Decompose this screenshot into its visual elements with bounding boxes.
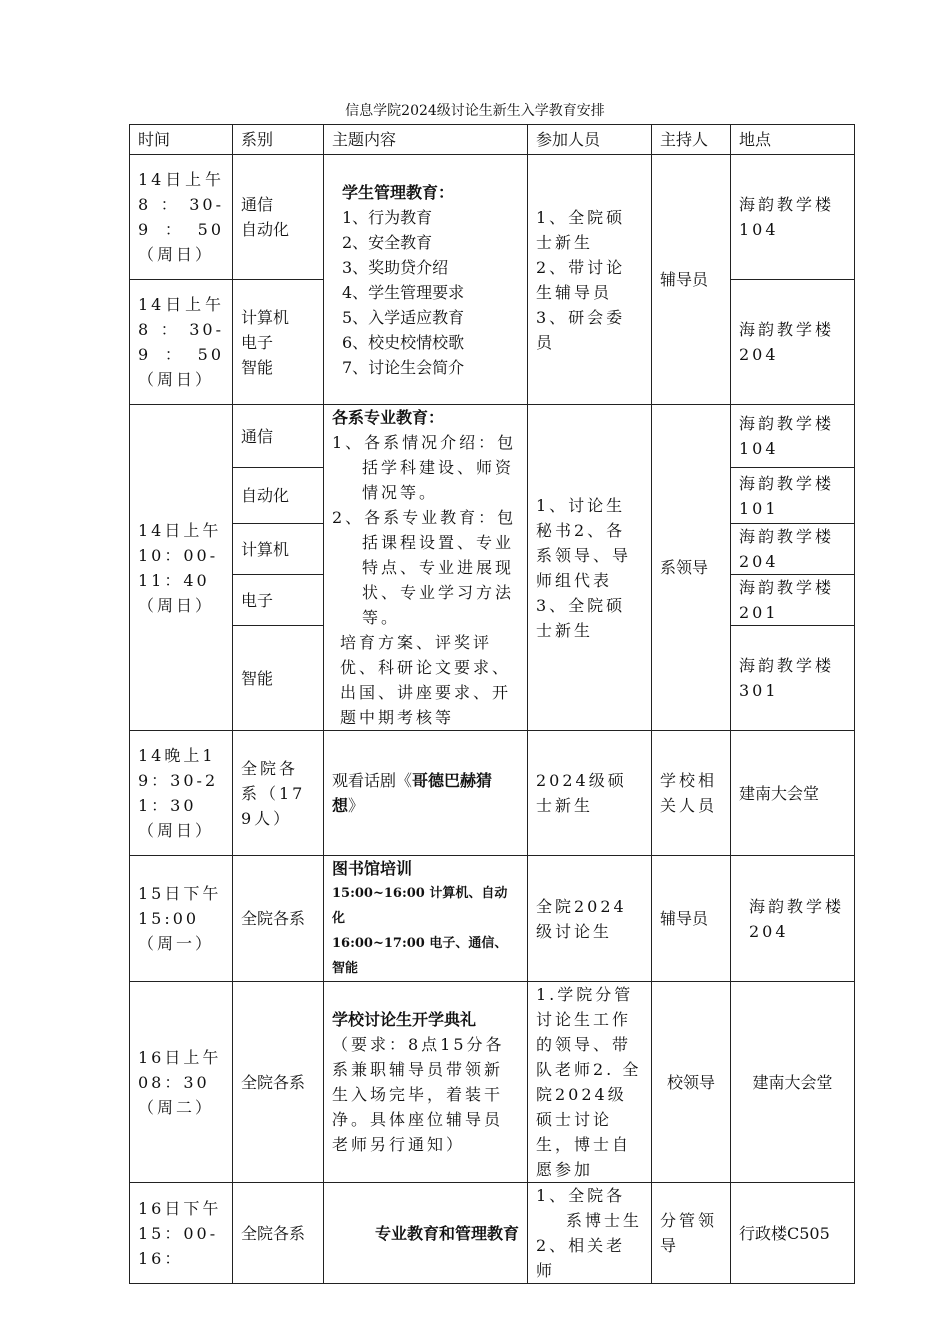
time-text: 16日下午15：00-16： — [138, 1198, 222, 1268]
location-cell: 海韵教学楼104 — [731, 155, 855, 280]
dept-cell: 通信 — [233, 405, 324, 468]
schedule-table — [129, 124, 855, 1284]
dept-cell: 智能 — [233, 626, 324, 731]
location-cell: 海韵教学楼301 — [731, 626, 855, 731]
header-row — [130, 125, 855, 155]
participant-line: 2、带讨论生辅导员 — [536, 257, 626, 302]
topic-item: 2、各系专业教育：包括课程设置、专业特点、专业进展现状、专业学习方法等。 — [332, 508, 517, 627]
host-cell: 辅导员 — [652, 155, 731, 405]
host-cell: 学校相关人员 — [652, 731, 731, 856]
location-cell: 建南大会堂 — [731, 731, 855, 856]
dept-cell — [233, 280, 324, 405]
header-location: 地点 — [731, 125, 855, 155]
participants-cell — [528, 155, 652, 405]
dept-line: 计算机 — [241, 307, 290, 327]
location-cell: 海韵教学楼104 — [731, 405, 855, 468]
topic-text: 》 — [348, 796, 365, 815]
participants-cell: 2024级硕士新生 — [528, 731, 652, 856]
time-text: 15日下午15:00（周一） — [138, 884, 222, 953]
location-cell: 行政楼C505 — [731, 1183, 855, 1284]
topic-title: 学生管理教育： — [342, 182, 455, 202]
header-dept: 系别 — [233, 125, 324, 155]
time-text: 16日上午08：30（周二） — [138, 1047, 222, 1117]
dept-cell — [233, 155, 324, 280]
host-cell: 系领导 — [652, 405, 731, 731]
participant-line: 1、讨论生秘书2、各系领导、导师组代表 — [536, 495, 632, 590]
dept-line: 通信 — [241, 195, 274, 214]
participants-cell: 全院2024级讨论生 — [528, 856, 652, 982]
dept-cell — [233, 731, 324, 856]
host-cell: 辅导员 — [652, 856, 731, 982]
time-text: 14日上午8：30-9：50（周日） — [138, 295, 224, 389]
location-cell: 海韵教学楼204 — [731, 524, 855, 575]
time-cell — [130, 280, 233, 405]
dept-text: 全院各系（179人） — [241, 758, 306, 828]
participant-line: 3、研会委员 — [536, 307, 626, 352]
header-time: 时间 — [130, 125, 233, 155]
topic-body: （要求：8点15分各系兼职辅导员带领新生入场完毕，着装干净。具体座位辅导员老师另行通知） — [332, 1035, 505, 1154]
topic-item: 7、讨论生会简介 — [342, 357, 465, 377]
topic-cell — [324, 155, 528, 405]
topic-item: 1、各系情况介绍：包括学科建设、师资情况等。 — [332, 433, 517, 502]
participant-line: 3、全院硕士新生 — [536, 595, 626, 640]
topic-item: 4、学生管理要求 — [342, 282, 465, 302]
location-cell: 海韵教学楼101 — [731, 468, 855, 524]
time-cell — [130, 982, 233, 1183]
topic-item: 5、入学适应教育 — [342, 307, 465, 327]
time-text: 14日上午10：00-11：40（周日） — [138, 520, 222, 615]
dept-line: 自动化 — [241, 220, 290, 239]
location-cell: 海韵教学楼204 — [731, 280, 855, 405]
time-cell — [130, 731, 233, 856]
location-cell — [731, 856, 855, 982]
topic-extra: 培育方案、评奖评优、科研论文要求、出国、讲座要求、开题中期考核等 — [340, 633, 512, 727]
header-topic: 主题内容 — [324, 125, 528, 155]
dept-cell: 电子 — [233, 575, 324, 626]
table-row — [130, 982, 855, 1183]
topic-cell — [324, 405, 528, 731]
table-row — [130, 155, 855, 280]
table-row — [130, 731, 855, 856]
location-text: 海韵教学楼204 — [749, 896, 845, 941]
time-cell — [130, 155, 233, 280]
dept-cell: 自动化 — [233, 468, 324, 524]
table-row — [130, 856, 855, 982]
topic-title: 各系专业教育： — [332, 408, 445, 427]
topic-cell — [324, 731, 528, 856]
time-cell — [130, 405, 233, 731]
time-cell — [130, 1183, 233, 1284]
table-row — [130, 405, 855, 468]
topic-title: 学校讨论生开学典礼 — [332, 1010, 477, 1029]
topic-title: 图书馆培训 — [332, 859, 413, 878]
table-row — [130, 1183, 855, 1284]
host-cell: 分管领导 — [652, 1183, 731, 1284]
time-cell — [130, 856, 233, 982]
topic-cell — [324, 856, 528, 982]
topic-item: 15:00~16:00 计算机、自动化 — [332, 886, 508, 926]
location-cell: 建南大会堂 — [731, 982, 855, 1183]
participants-cell — [528, 405, 652, 731]
participants-cell: 1.学院分管讨论生工作的领导、带队老师2. 全院2024级硕士讨论生，博士自愿参加 — [528, 982, 652, 1183]
topic-cell: 专业教育和管理教育 — [324, 1183, 528, 1284]
participants-cell — [528, 1183, 652, 1284]
dept-cell: 全院各系 — [233, 982, 324, 1183]
location-cell: 海韵教学楼201 — [731, 575, 855, 626]
participant-line: 1、全院各系博士生 — [536, 1186, 643, 1230]
topic-item: 2、安全教育 — [342, 232, 433, 252]
dept-line: 电子 — [241, 332, 274, 352]
dept-line: 智能 — [241, 357, 274, 377]
topic-item: 1、行为教育 — [342, 207, 433, 227]
topic-cell — [324, 982, 528, 1183]
participant-line: 2、相关老师 — [536, 1236, 626, 1280]
time-text: 14晚上19：30-21：30（周日） — [138, 746, 219, 840]
play-title: 哥德巴赫猜想 — [332, 771, 493, 815]
topic-text: 观看话剧《 — [332, 771, 413, 790]
dept-cell: 全院各系 — [233, 1183, 324, 1284]
dept-cell: 计算机 — [233, 524, 324, 575]
dept-cell: 全院各系 — [233, 856, 324, 982]
topic-item: 6、校史校情校歌 — [342, 332, 465, 352]
time-text: 14日上午8：30-9：50（周日） — [138, 170, 224, 264]
host-cell: 校领导 — [652, 982, 731, 1183]
topic-item: 16:00~17:00 电子、通信、智能 — [332, 936, 508, 976]
participant-line: 1、全院硕士新生 — [536, 207, 626, 252]
header-host: 主持人 — [652, 125, 731, 155]
header-participants: 参加人员 — [528, 125, 652, 155]
document-title: 信息学院2024级讨论生新生入学教育安排 — [345, 103, 605, 119]
topic-item: 3、奖助贷介绍 — [342, 257, 449, 277]
